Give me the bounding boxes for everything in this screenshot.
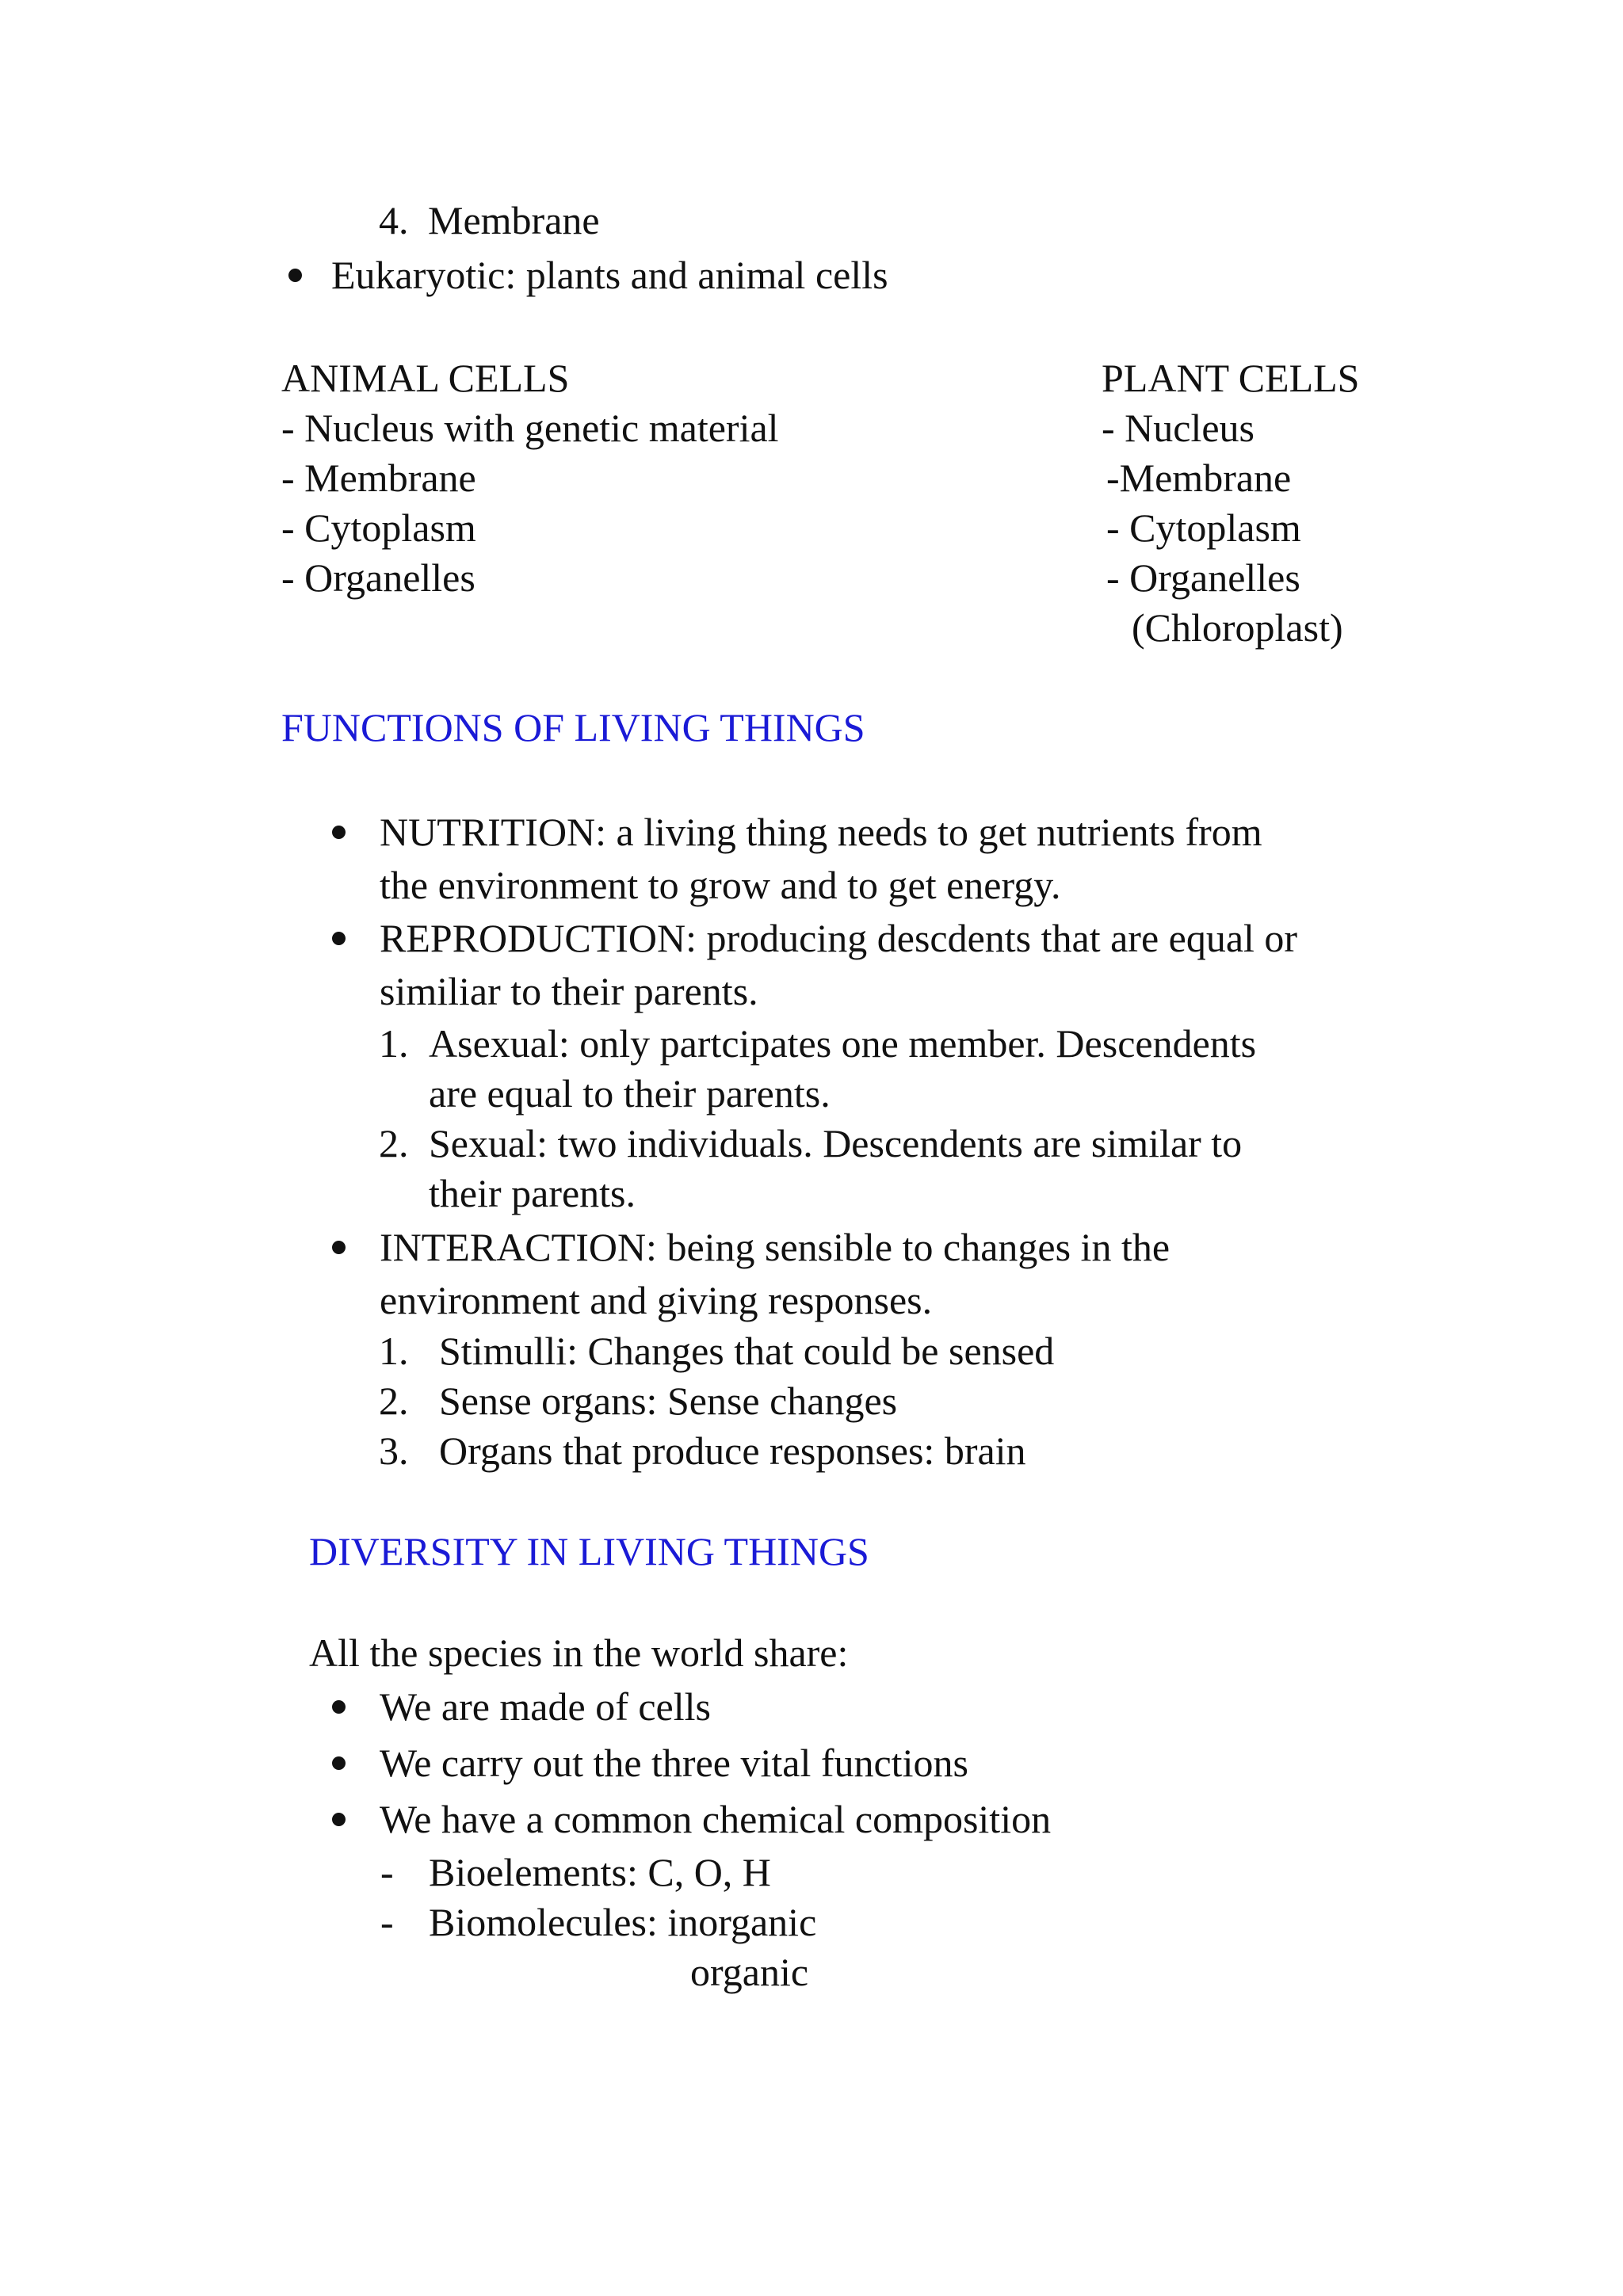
animal-cells-item: - Membrane — [281, 456, 476, 500]
list-item-continuation: environment and giving responses. — [380, 1278, 933, 1322]
plant-cells-item: (Chloroplast) — [1132, 605, 1343, 650]
list-item: INTERACTION: being sensible to changes in the — [380, 1225, 1170, 1269]
list-item: Asexual: only partcipates one member. Descendents — [429, 1021, 1257, 1066]
list-item: REPRODUCTION: producing descdents that are equal or — [380, 916, 1298, 960]
list-item: Organs that produce responses: brain — [439, 1428, 1026, 1473]
list-item: We are made of cells — [380, 1684, 711, 1729]
list-number: 2. — [379, 1379, 409, 1423]
animal-cells-item: - Cytoplasm — [281, 505, 476, 550]
list-item: We have a common chemical composition — [380, 1797, 1052, 1841]
list-item: Biomolecules: inorganic — [429, 1900, 817, 1944]
list-number: 4. — [379, 198, 409, 242]
plant-cells-item: -Membrane — [1106, 456, 1292, 500]
list-item: Stimulli: Changes that could be sensed — [439, 1329, 1055, 1373]
list-item: Membrane — [428, 198, 600, 242]
list-item: Eukaryotic: plants and animal cells — [331, 253, 888, 297]
animal-cells-item: - Nucleus with genetic material — [281, 406, 779, 450]
list-item-continuation: similiar to their parents. — [380, 969, 758, 1013]
list-item-continuation: their parents. — [429, 1171, 636, 1215]
list-item: NUTRITION: a living thing needs to get nutrients from — [380, 810, 1262, 854]
list-item: Sexual: two individuals. Descendents are similar to — [429, 1121, 1243, 1165]
list-item-continuation: are equal to their parents. — [429, 1071, 831, 1116]
bullet-icon — [332, 1756, 346, 1770]
paragraph: All the species in the world share: — [309, 1630, 849, 1675]
animal-cells-item: - Organelles — [281, 555, 475, 600]
plant-cells-item: - Cytoplasm — [1106, 505, 1301, 550]
list-dash: - — [380, 1900, 394, 1944]
list-number: 1. — [379, 1329, 409, 1373]
bullet-icon — [332, 932, 346, 945]
section-heading: DIVERSITY IN LIVING THINGS — [309, 1529, 869, 1573]
animal-cells-title: ANIMAL CELLS — [281, 356, 570, 400]
bullet-icon — [288, 269, 302, 282]
list-dash: - — [380, 1850, 394, 1894]
section-heading: FUNCTIONS OF LIVING THINGS — [281, 705, 865, 749]
list-item: Sense organs: Sense changes — [439, 1379, 898, 1423]
plant-cells-title: PLANT CELLS — [1102, 356, 1360, 400]
list-item: We carry out the three vital functions — [380, 1741, 968, 1785]
list-item: Bioelements: C, O, H — [429, 1850, 771, 1894]
bullet-icon — [332, 1700, 346, 1714]
bullet-icon — [332, 826, 346, 839]
list-item-continuation: the environment to grow and to get energy. — [380, 863, 1061, 907]
bullet-icon — [332, 1813, 346, 1826]
plant-cells-item: - Organelles — [1106, 555, 1300, 600]
list-number: 2. — [379, 1121, 409, 1165]
list-item-continuation: organic — [690, 1950, 809, 1994]
plant-cells-item: - Nucleus — [1102, 406, 1254, 450]
list-number: 1. — [379, 1021, 409, 1066]
list-number: 3. — [379, 1428, 409, 1473]
bullet-icon — [332, 1241, 346, 1254]
